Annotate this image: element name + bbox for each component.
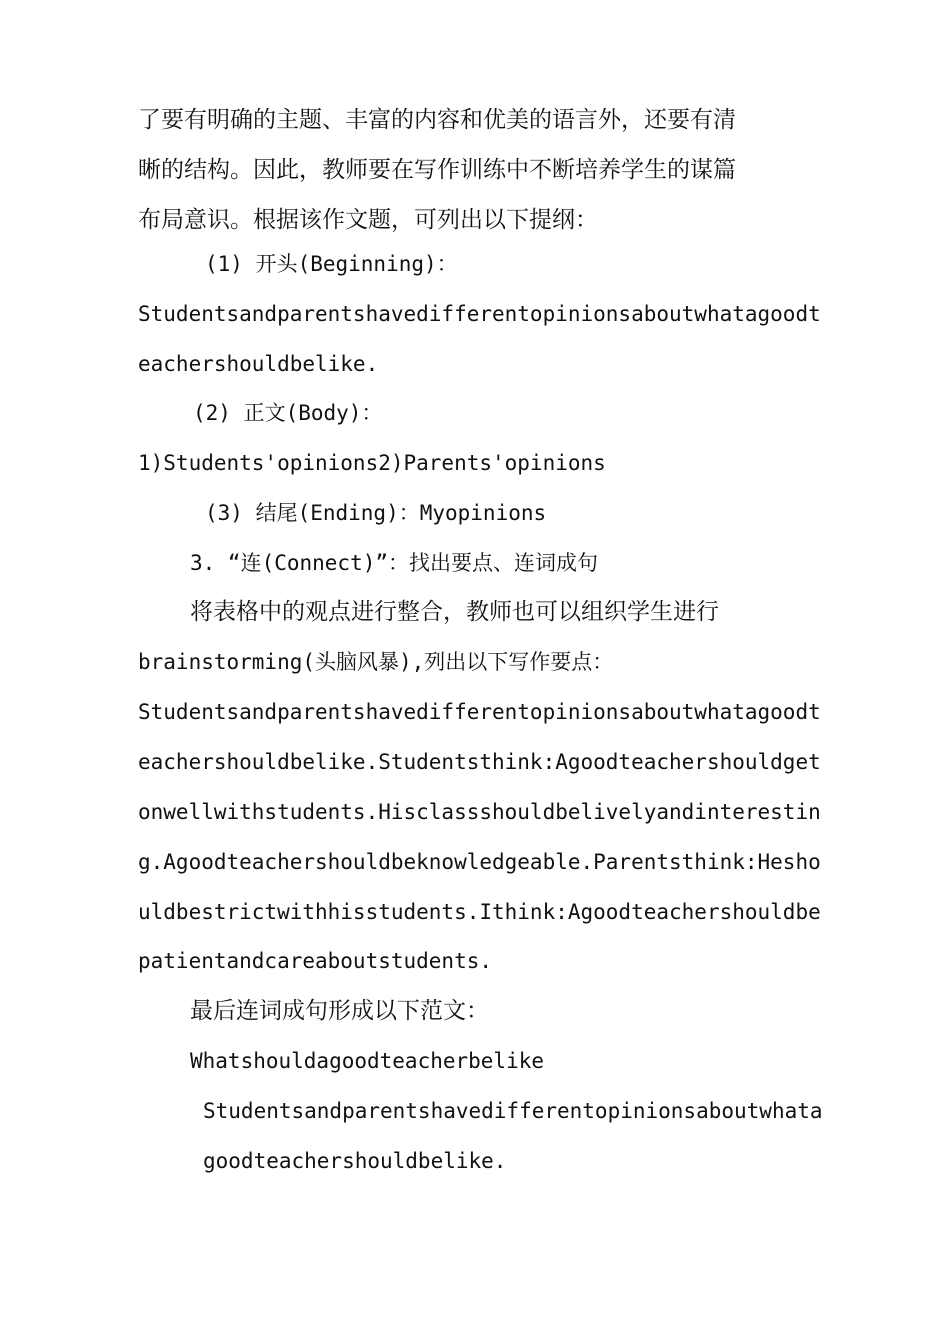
paragraph-line-sample-intro: 最后连词成句形成以下范文：	[190, 998, 489, 1024]
paragraph-line-3: 布局意识。根据该作文题，可列出以下提纲：	[138, 207, 598, 233]
paragraph-line-brainstorming: brainstorming(头脑风暴),列出以下写作要点：	[138, 650, 614, 674]
points-text-line-2: eachershouldbelike.Studentsthink:Agoodteachershouldget	[138, 750, 821, 774]
points-text-line-1: Studentsandparentshavedifferentopinionsaboutwhatagoodt	[138, 700, 821, 724]
sample-title: Whatshouldagoodteacherbelike	[190, 1049, 545, 1073]
section-heading-connect: 3. “连(Connect)”：找出要点、连词成句	[190, 551, 599, 575]
outline-item-beginning: (1) 开头(Beginning)：	[205, 252, 458, 276]
paragraph-line-integrate: 将表格中的观点进行整合，教师也可以组织学生进行	[190, 599, 719, 625]
outline-item-ending: (3) 结尾(Ending)：Myopinions	[205, 501, 547, 525]
paragraph-line-1: 了要有明确的主题、丰富的内容和优美的语言外，还要有清	[138, 107, 736, 133]
points-text-line-5: uldbestrictwithhisstudents.Ithink:Agoodteachershouldbe	[138, 900, 821, 924]
outline-item-body: (2) 正文(Body)：	[193, 401, 383, 425]
sample-text-line-2: goodteachershouldbelike.	[203, 1149, 507, 1173]
points-text-line-3: onwellwithstudents.Hisclassshouldbelivelyandinterestin	[138, 800, 821, 824]
beginning-text-line-2: eachershouldbelike.	[138, 352, 379, 376]
sample-text-line-1: Studentsandparentshavedifferentopinionsaboutwhata	[203, 1099, 823, 1123]
beginning-text-line-1: Studentsandparentshavedifferentopinionsaboutwhatagoodt	[138, 302, 821, 326]
body-text-line: 1)Students'opinions2)Parents'opinions	[138, 451, 606, 475]
points-text-line-4: g.Agoodteachershouldbeknowledgeable.Parentsthink:Hesho	[138, 850, 821, 874]
points-text-line-6: patientandcareaboutstudents.	[138, 949, 493, 973]
paragraph-line-2: 晰的结构。因此，教师要在写作训练中不断培养学生的谋篇	[138, 157, 736, 183]
